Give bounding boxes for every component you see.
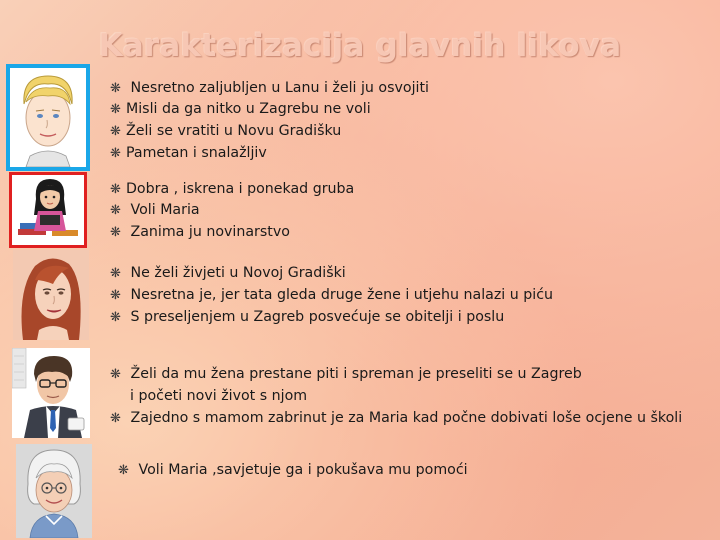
sun-bullet-icon: ❋ — [110, 124, 121, 139]
list-item: ❋ Voli Maria ,savjetuje ga i pokušava mu pomoći — [118, 462, 468, 478]
sun-bullet-icon: ❋ — [110, 411, 121, 426]
list-item: ❋ Misli da ga nitko u Zagrebu ne voli — [110, 101, 371, 117]
sun-bullet-icon: ❋ — [110, 367, 121, 382]
list-item: ❋ Dobra , iskrena i ponekad gruba — [110, 181, 355, 197]
list-item: ❋ Ne želi živjeti u Novoj Gradiški — [110, 265, 346, 281]
sun-bullet-icon: ❋ — [118, 463, 129, 478]
list-item: ❋ Nesretno zaljubljen u Lanu i želi ju osvojiti — [110, 80, 429, 96]
list-item-continuation: i početi novi život s njom — [130, 388, 308, 404]
sun-bullet-icon: ❋ — [110, 266, 121, 281]
sun-bullet-icon: ❋ — [110, 203, 121, 218]
list-item: ❋ Nesretna je, jer tata gleda druge žene i utjehu nalazi u piću — [110, 287, 553, 303]
list-item: ❋ Želi se vratiti u Novu Gradišku — [110, 123, 342, 139]
slide-title: Karakterizacija glavnih likova — [98, 28, 622, 64]
man-glasses-avatar — [12, 348, 90, 438]
boy-blond-avatar — [6, 64, 90, 171]
sun-bullet-icon: ❋ — [110, 310, 121, 325]
grandma-avatar — [16, 444, 92, 538]
sun-bullet-icon: ❋ — [110, 288, 121, 303]
sun-bullet-icon: ❋ — [110, 146, 121, 161]
sun-bullet-icon: ❋ — [110, 225, 121, 240]
list-item: ❋ Želi da mu žena prestane piti i spreman je preseliti se u Zagreb — [110, 366, 582, 382]
list-item: ❋ Zanima ju novinarstvo — [110, 224, 290, 240]
girl-books-avatar — [9, 172, 87, 248]
woman-red-hair-avatar — [13, 250, 89, 340]
list-item: ❋ Zajedno s mamom zabrinut je za Maria kad počne dobivati loše ocjene u školi — [110, 410, 683, 426]
list-item: ❋ Voli Maria — [110, 202, 200, 218]
list-item: ❋ S preseljenjem u Zagreb posvećuje se obitelji i poslu — [110, 309, 505, 325]
sun-bullet-icon: ❋ — [110, 81, 121, 96]
sun-bullet-icon: ❋ — [110, 182, 121, 197]
list-item: ❋ Pametan i snalažljiv — [110, 145, 267, 161]
sun-bullet-icon: ❋ — [110, 102, 121, 117]
